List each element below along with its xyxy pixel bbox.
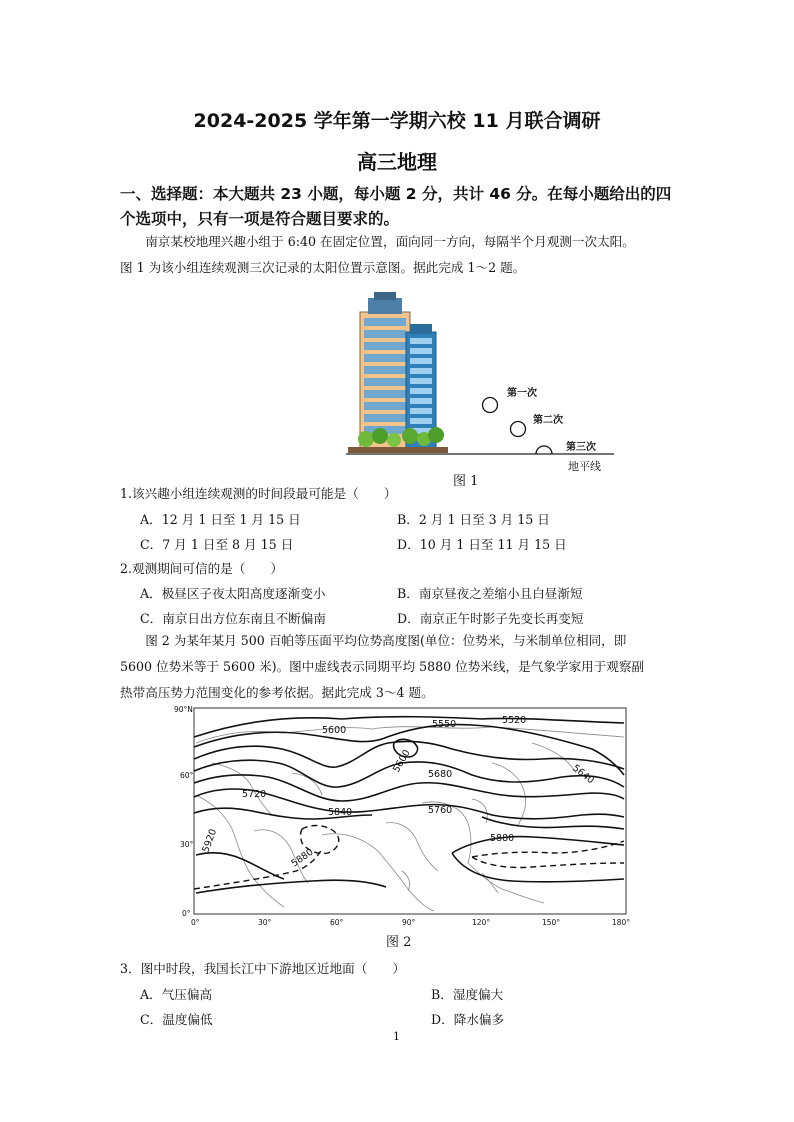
intro2-line3: 热带高压势力范围变化的参考依据。据此完成 3～4 题。 xyxy=(120,685,434,700)
lat-label-0: 0° xyxy=(182,909,191,918)
exam-subject: 高三地理 xyxy=(357,150,437,174)
contour-label-5840: 5840 xyxy=(328,807,353,818)
figure2-map xyxy=(172,703,632,928)
contour-label-5920: 5920 xyxy=(200,827,220,855)
lon-label-90: 90° xyxy=(402,918,416,927)
contour-label-5880-a: 5880 xyxy=(490,833,515,844)
contour-label-5600-b: 5600 xyxy=(391,748,413,775)
q1-option-c[interactable]: C．7 月 1 日至 8 月 15 日 xyxy=(140,537,294,552)
sun-first-icon xyxy=(483,398,498,413)
figure1-caption: 图 1 xyxy=(453,474,479,489)
q1-option-b[interactable]: B．2 月 1 日至 3 月 15 日 xyxy=(397,512,550,527)
contour-label-5520: 5520 xyxy=(502,715,527,726)
q1-stem: 1.该兴趣小组连续观测的时间段最可能是（ ） xyxy=(120,486,397,501)
contour-label-5600-a: 5600 xyxy=(322,725,347,736)
contour-label-5680: 5680 xyxy=(428,769,453,780)
q2-option-c[interactable]: C．南京日出方位东南且不断偏南 xyxy=(140,611,326,626)
lat-label-90: 90°N xyxy=(174,705,193,714)
q3-option-b[interactable]: B．湿度偏大 xyxy=(431,987,504,1002)
contour-label-5760: 5760 xyxy=(428,805,453,816)
lon-label-30: 30° xyxy=(258,918,272,927)
intro2-line2: 5600 位势米等于 5600 米)。图中虚线表示同期平均 5880 位势米线，是气象学家用于观察副 xyxy=(120,659,645,674)
figure1-illustration xyxy=(330,292,630,474)
contour-label-5880-b: 5880 xyxy=(289,846,316,870)
q1-option-a[interactable]: A．12 月 1 日至 1 月 15 日 xyxy=(140,512,301,527)
intro-paragraph-1 xyxy=(120,229,680,281)
lon-label-120: 120° xyxy=(472,918,491,927)
lon-label-60: 60° xyxy=(330,918,344,927)
q3-option-d[interactable]: D．降水偏多 xyxy=(431,1012,505,1027)
q2-option-a[interactable]: A．极昼区子夜太阳高度逐渐变小 xyxy=(140,586,326,601)
intro1-line1: 南京某校地理兴趣小组于 6:40 在固定位置，面向同一方向，每隔半个月观测一次太阳。 xyxy=(145,234,635,249)
q3-option-a[interactable]: A．气压偏高 xyxy=(140,987,213,1002)
q1-option-d[interactable]: D．10 月 1 日至 11 月 15 日 xyxy=(397,537,567,552)
lon-label-180: 180° xyxy=(612,918,631,927)
section-heading-line1: 一、选择题：本大题共 23 小题，每小题 2 分，共计 46 分。在每小题给出的四 xyxy=(120,185,672,203)
q2-option-d[interactable]: D．南京正午时影子先变长再变短 xyxy=(397,611,584,626)
contour-label-5550: 5550 xyxy=(432,719,457,730)
lon-label-150: 150° xyxy=(542,918,561,927)
tall-building-icon xyxy=(360,292,410,452)
label-first: 第一次 xyxy=(507,388,537,399)
contour-label-5640: 5640 xyxy=(570,762,596,787)
label-second: 第二次 xyxy=(533,415,563,426)
intro1-line2: 图 1 为该小组连续观测三次记录的太阳位置示意图。据此完成 1～2 题。 xyxy=(120,260,526,275)
section-heading-line2: 个选项中，只有一项是符合题目要求的。 xyxy=(120,210,400,228)
sun-second-icon xyxy=(511,422,526,437)
lat-label-60: 60° xyxy=(180,771,194,780)
lon-label-0: 0° xyxy=(191,918,200,927)
lat-label-30: 30° xyxy=(180,840,194,849)
intro2-line1: 图 2 为某年某月 500 百帕等压面平均位势高度图(单位：位势米，与米制单位相同，即 xyxy=(145,633,627,648)
page-number: 1 xyxy=(393,1030,400,1043)
label-third: 第三次 xyxy=(566,442,596,453)
contour-label-5720: 5720 xyxy=(242,789,267,800)
label-horizon: 地平线 xyxy=(568,460,601,473)
intro-paragraph-2 xyxy=(120,628,680,706)
figure2-caption: 图 2 xyxy=(386,935,412,950)
section-heading xyxy=(120,182,680,232)
q2-option-b[interactable]: B．南京昼夜之差缩小且白昼渐短 xyxy=(397,586,583,601)
q3-option-c[interactable]: C．温度偏低 xyxy=(140,1012,213,1027)
sun-third-icon xyxy=(536,446,552,454)
q3-stem: 3．图中时段，我国长江中下游地区近地面（ ） xyxy=(120,961,406,976)
q2-stem: 2.观测期间可信的是（ ） xyxy=(120,561,284,576)
exam-title: 2024-2025 学年第一学期六校 11 月联合调研 xyxy=(193,110,601,132)
